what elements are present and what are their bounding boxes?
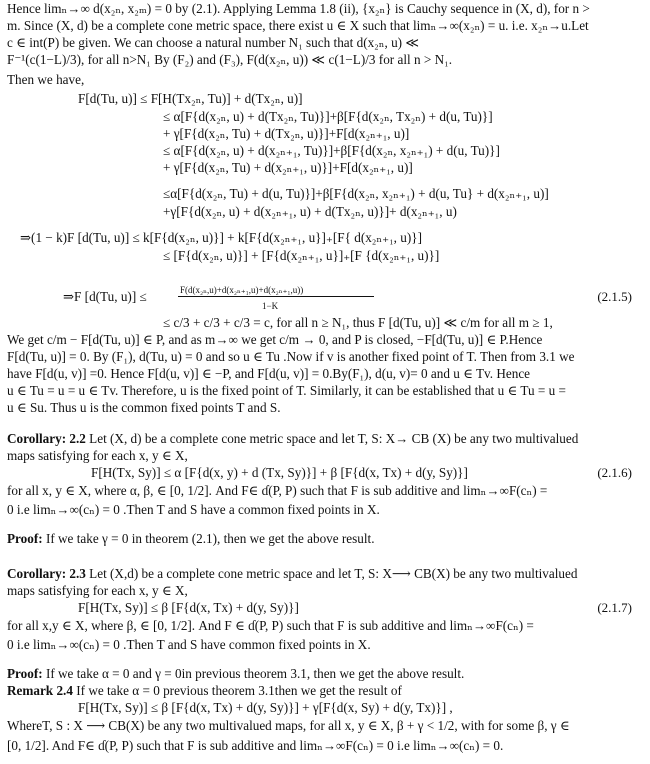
text-line-l21 — [7, 400, 281, 416]
text-line-l12 — [163, 204, 457, 220]
line-text: ≤ [F{d(x₂ₙ, u)}] + [F{d(x₂ₙ₊₁, u}]₊[F {d(x₂ₙ₊₁, u)}] — [163, 248, 440, 263]
text-line-l37 — [7, 738, 503, 754]
text-line-l29 — [7, 583, 188, 599]
bold-heading: Corollary: 2.3 — [7, 566, 86, 581]
text-line-l16 — [163, 315, 553, 331]
line-text: If we take α = 0 previous theorem 3.1then we get the result of — [72, 683, 402, 698]
equation-label-2-1-6: (2.1.6) — [597, 465, 632, 480]
line-text: 0 i.e limₙ→∞(cₙ) = 0 .Then T and S have a common fixed points in X. — [7, 502, 380, 517]
text-line-l02 — [7, 18, 589, 34]
line-text: F[H(Tx, Sy)] ≤ β [F{d(x, Tx) + d(y, Sy)}] + γ[F{d(x, Sy) + d(y, Tx)}] , — [78, 700, 453, 715]
fraction-bar — [178, 296, 374, 297]
line-text: F[H(Tx, Sy)] ≤ β [F{d(x, Tx) + d(y, Sy)}] — [78, 600, 299, 615]
bold-heading: Proof: — [7, 666, 43, 681]
line-text: c ∈ int(P) be given. We can choose a natural number N₁ such that d(x₂ₙ, u) ≪ — [7, 35, 420, 50]
line-text: maps satisfying for each x, y ∈ X, — [7, 448, 188, 463]
text-line-l32 — [7, 637, 371, 653]
text-line-l30 — [78, 600, 299, 616]
text-line-l14 — [163, 248, 439, 264]
text-line-l35 — [78, 700, 453, 716]
line-text: ⇒(1 − k)F [d(Tu, u)] ≤ k[F{d(x₂ₙ, u)}] + k[F{d(x₂ₙ₊₁, u}]₊[F{ d(x₂ₙ₊₁, u)}] — [20, 230, 422, 245]
line-text: m. Since (X, d) be a complete cone metric space, there exist u ∈ X such that limₙ→∞(x₂ₙ) = u. i.e. x₂ₙ→u.Let — [7, 18, 589, 33]
text-line-l08 — [163, 126, 409, 142]
line-text: Let (X,d) be a complete cone metric space and let T, S: X⟶ CB(X) be any two multivalued — [85, 566, 578, 581]
bold-heading: Proof: — [7, 531, 43, 546]
fraction-numerator: F(d(x₂ₙ,u)+d(x₂ₙ₊₁,u)+d(x₂ₙ₊₁,u)) — [180, 285, 304, 295]
line-text: F[d(Tu, u)] ≤ F[H(Tx₂ₙ, Tu)] + d(Tx₂ₙ, u)] — [78, 91, 303, 106]
line-text: [0, 1/2]. And F∈ ɗ(P, P) such that F is sub additive and limₙ→∞F(cₙ) = 0 i.e limₙ→∞(cₙ) = 0. — [7, 738, 504, 753]
line-text: ≤ c/3 + c/3 + c/3 = c, for all n ≥ N₁, thus F [d(Tu, u)] ≪ c/m for all m ≥ 1, — [163, 315, 553, 330]
line-text: u ∈ Su. Thus u is the common fixed points T and S. — [7, 400, 281, 415]
line-text: If we take γ = 0 in theorem (2.1), then we get the above result. — [42, 531, 375, 546]
text-line-l24 — [91, 465, 468, 481]
text-line-l11 — [163, 186, 549, 202]
line-text: u ∈ Tu = u = u ∈ Tv. Therefore, u is the fixed point of T. Similarly, it can be established that u ∈ Tu = u = — [7, 383, 566, 398]
text-line-l15 — [63, 289, 147, 305]
line-text: Let (X, d) be a complete cone metric space and let T, S: X→ CB (X) be any two multivalued — [85, 431, 579, 446]
text-line-l19 — [7, 366, 530, 382]
line-text: F[d(Tu, u)] = 0. By (F₁), d(Tu, u) = 0 and so u ∈ Tu .Now if v is another fixed point of T. Then from 3.1 we — [7, 349, 575, 364]
line-text: ≤α[F{d(x₂ₙ, Tu) + d(u, Tu)}]+β[F{d(x₂ₙ, x₂ₙ₊₁) + d(u, Tu} + d(x₂ₙ₊₁, u)] — [163, 186, 549, 201]
line-text: ≤ α[F{d(x₂ₙ, u) + d(x₂ₙ₊₁, Tu)}]+β[F{d(x₂ₙ, x₂ₙ₊₁) + d(u, Tu)}] — [163, 143, 500, 158]
line-text: Then we have, — [7, 72, 85, 87]
bold-heading: Remark 2.4 — [7, 683, 73, 698]
line-text: for all x, y ∈ X, where α, β, ∈ [0, 1/2]. And F∈ ɗ(P, P) such that F is sub additive and limₙ→∞F(cₙ) = — [7, 483, 548, 498]
line-text: maps satisfying for each x, y ∈ X, — [7, 583, 188, 598]
line-text: ≤ α[F{d(x₂ₙ, u) + d(Tx₂ₙ, Tu)}]+β[F{d(x₂ₙ, Tx₂ₙ) + d(u, Tu)}] — [163, 109, 493, 124]
equation-label-2-1-7: (2.1.7) — [597, 600, 632, 615]
text-line-l26 — [7, 502, 380, 518]
text-line-l17 — [7, 332, 542, 348]
line-text: + γ[F{d(x₂ₙ, Tu) + d(x₂ₙ₊₁, u)}]+F[d(x₂ₙ₊₁, u)] — [163, 160, 413, 175]
text-line-l23 — [7, 448, 188, 464]
text-line-l25 — [7, 483, 547, 499]
line-text: +γ[F{d(x₂ₙ, u) + d(x₂ₙ₊₁, u) + d(Tx₂ₙ, u)}]+ d(x₂ₙ₊₁, u) — [163, 204, 457, 219]
text-line-l33 — [7, 666, 464, 682]
line-text: ⇒F [d(Tu, u)] ≤ — [63, 289, 147, 304]
text-line-l18 — [7, 349, 574, 365]
text-line-l31 — [7, 618, 534, 634]
text-line-l13 — [20, 230, 422, 246]
line-text: We get c/m − F[d(Tu, u)] ∈ P, and as m→∞ we get c/m → 0, and P is closed, −F[d(Tu, u)] ∈ P.Hence — [7, 332, 543, 347]
line-text: have F[d(u, v)] =0. Hence F[d(u, v)] ∈ −P, and F[d(u, v)] = 0.By(F₁), d(u, v)= 0 and u ∈ Tv. Hence — [7, 366, 531, 381]
text-line-l20 — [7, 383, 566, 399]
text-line-l22 — [7, 431, 578, 447]
line-text: Hence limₙ→∞ d(x₂ₙ, x₂ₘ) = 0 by (2.1). Applying Lemma 1.8 (ii), {x₂ₙ} is Cauchy sequence in (X, d), for n > — [7, 1, 590, 16]
line-text: If we take α = 0 and γ = 0in previous theorem 3.1, then we get the above result. — [42, 666, 465, 681]
line-text: F[H(Tx, Sy)] ≤ α [F{d(x, y) + d (Tx, Sy)}] + β [F{d(x, Tx) + d(y, Sy)}] — [91, 465, 468, 480]
line-text: 0 i.e limₙ→∞(cₙ) = 0 .Then T and S have common fixed points in X. — [7, 637, 371, 652]
text-line-l10 — [163, 160, 413, 176]
text-line-l06 — [78, 91, 303, 107]
text-line-l34 — [7, 683, 402, 699]
text-line-l28 — [7, 566, 577, 582]
bold-heading: Corollary: 2.2 — [7, 431, 86, 446]
text-line-l36 — [7, 718, 570, 734]
line-text: F⁻¹(c(1−L)/3), for all n>N₁ By (F₂) and (F₃), F(d(x₂ₙ, u)) ≪ c(1−L)/3 for all n > N₁. — [7, 52, 453, 67]
text-line-l03 — [7, 35, 419, 51]
text-line-l05 — [7, 72, 84, 88]
equation-label-2-1-5: (2.1.5) — [597, 289, 632, 304]
text-line-l01 — [7, 1, 590, 17]
fraction-denominator: 1−K — [262, 301, 279, 311]
text-line-l04 — [7, 52, 452, 68]
text-line-l09 — [163, 143, 500, 159]
text-line-l07 — [163, 109, 493, 125]
line-text: WhereT, S : X ⟶ CB(X) be any two multivalued maps, for all x, y ∈ X, β + γ < 1/2, with for some β, γ ∈ — [7, 718, 570, 733]
text-line-l27 — [7, 531, 375, 547]
line-text: for all x,y ∈ X, where β, ∈ [0, 1/2]. And F ∈ ɗ(P, P) such that F is sub additive and limₙ→∞F(cₙ) = — [7, 618, 534, 633]
line-text: + γ[F{d(x₂ₙ, Tu) + d(Tx₂ₙ, u)}]+F[d(x₂ₙ₊₁, u)] — [163, 126, 410, 141]
